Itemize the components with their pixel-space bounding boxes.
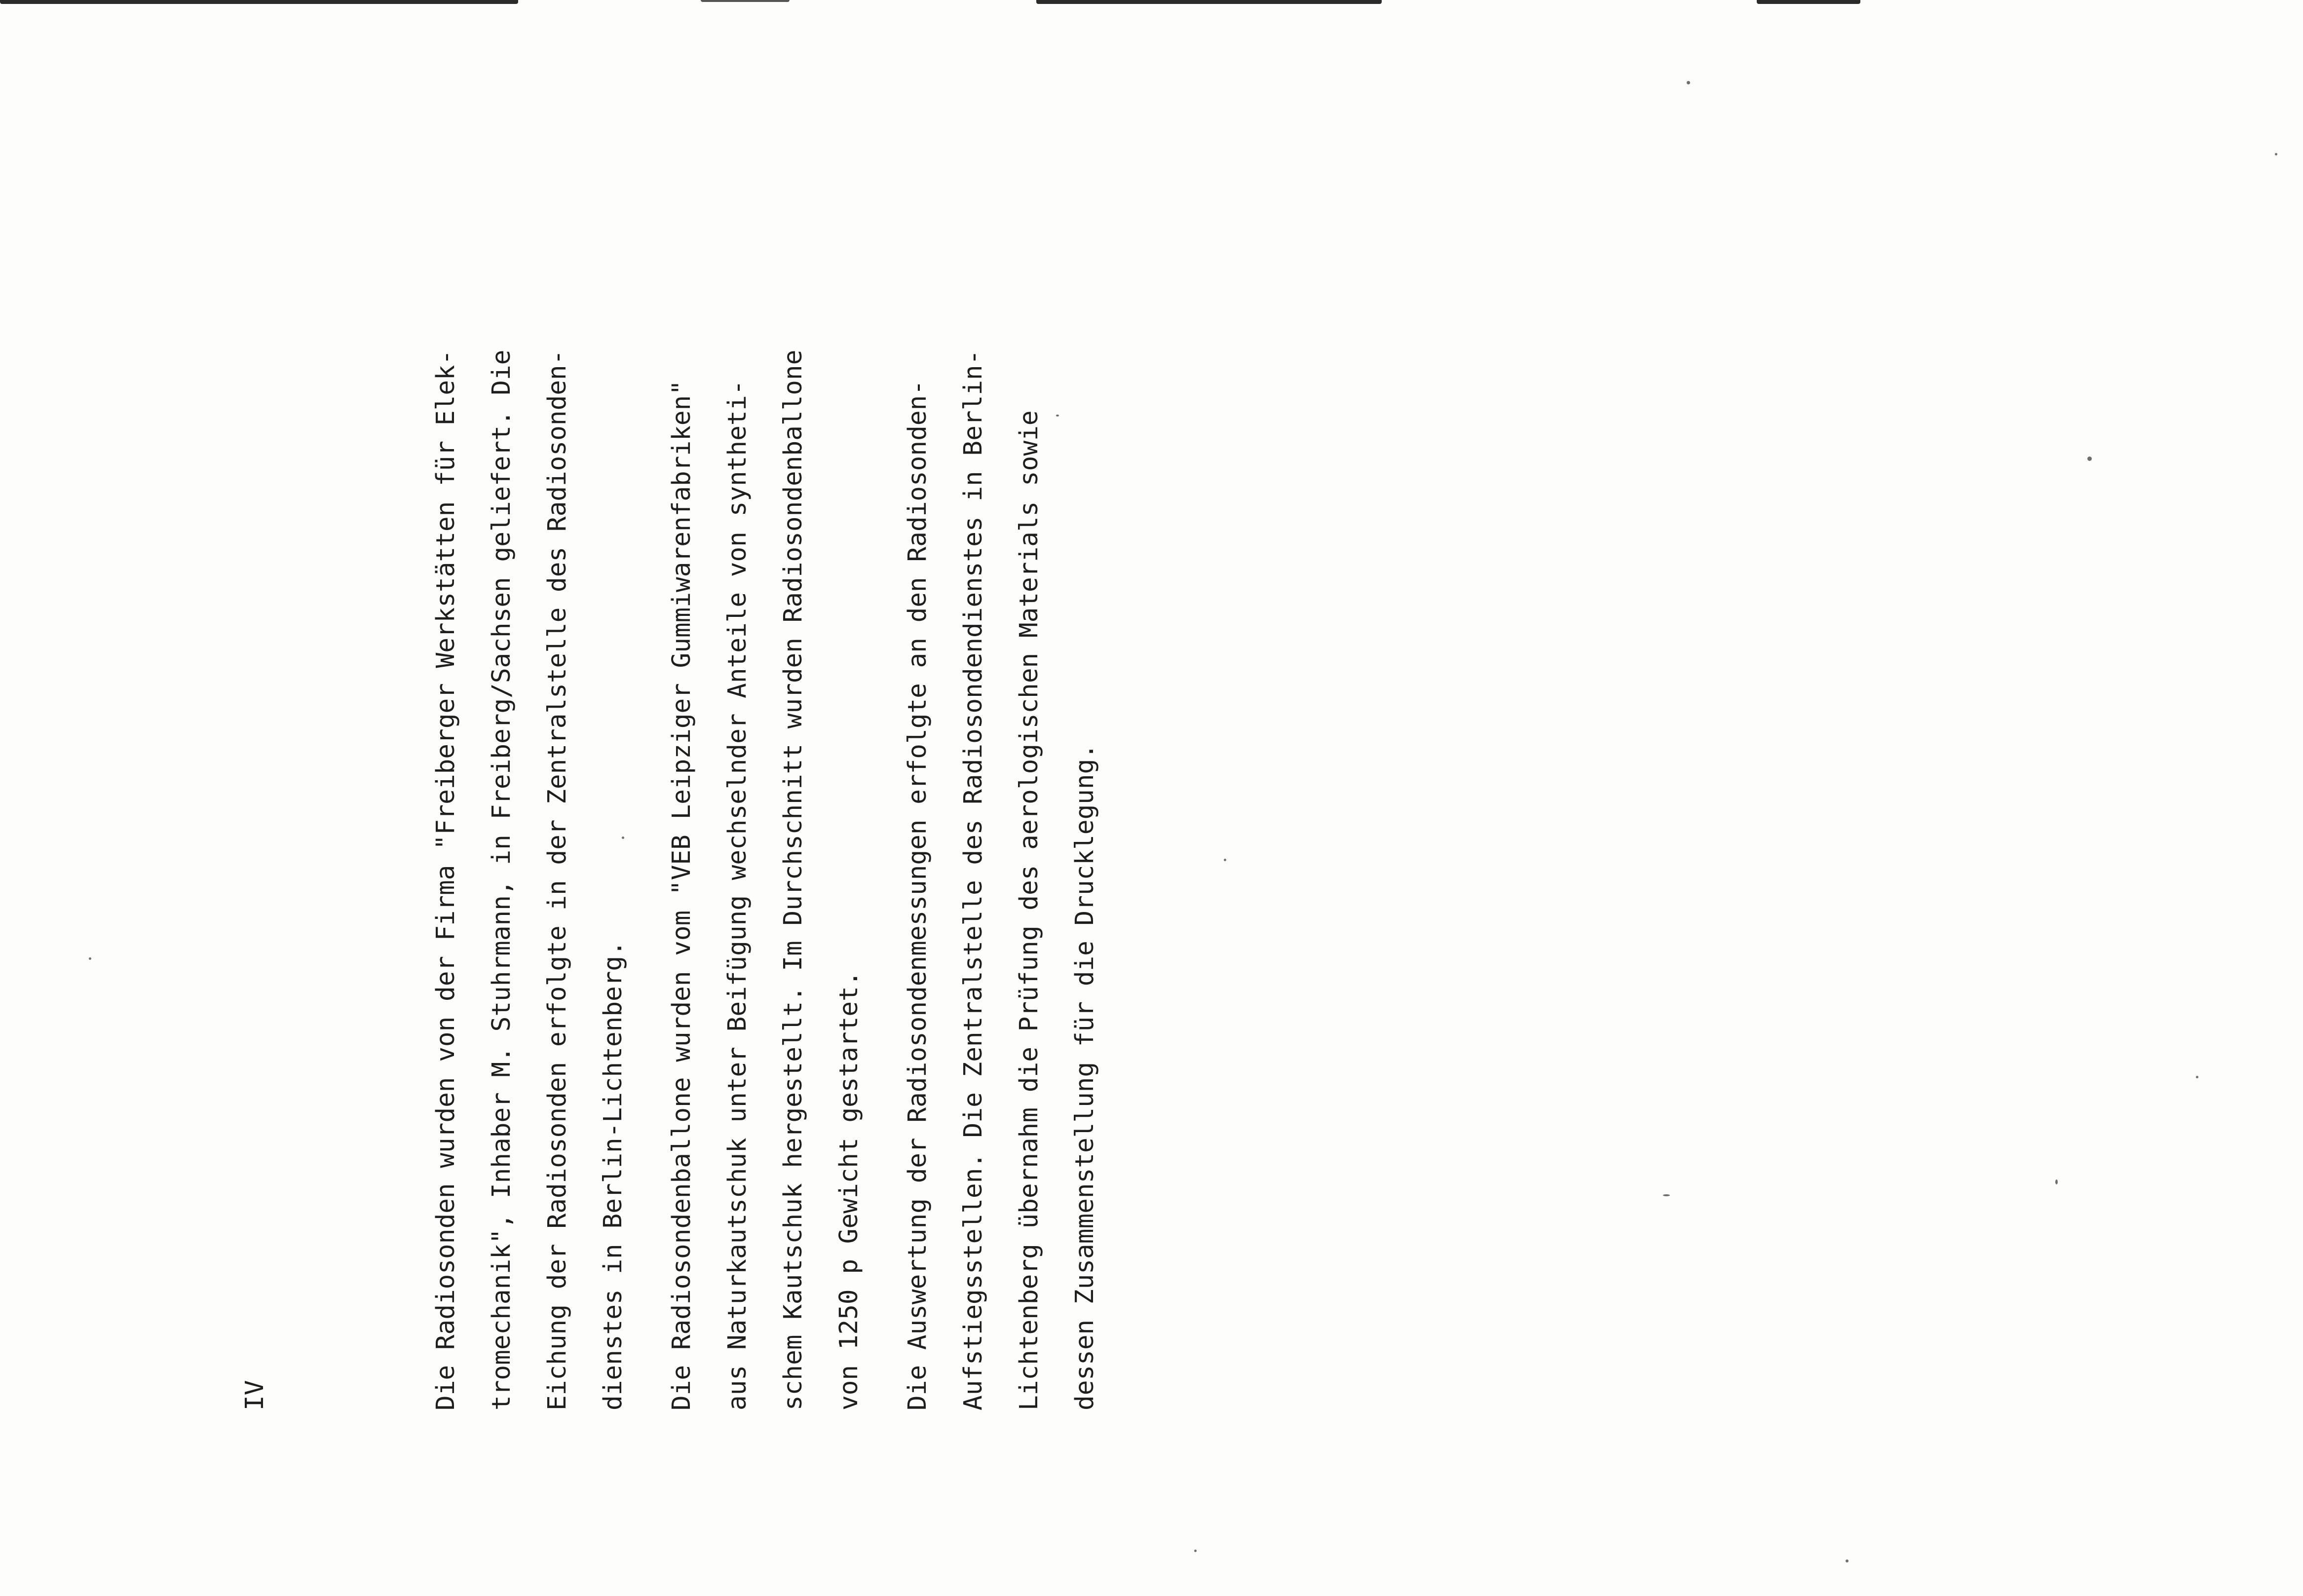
- scan-speck: [89, 957, 91, 960]
- scan-edge: [1757, 0, 1860, 4]
- paragraph-2: [654, 350, 877, 1410]
- text-line: Die Radiosondenballone wurden vom "VEB Leipziger Gummiwarenfabriken": [667, 380, 696, 1410]
- page-number: IV: [240, 1380, 269, 1410]
- scan-edge: [0, 0, 518, 4]
- paragraph-3: [890, 350, 1113, 1410]
- text-line: von 1250 p Gewicht gestartet.: [834, 971, 864, 1410]
- scan-speck: [2055, 1179, 2058, 1184]
- scan-speck: [1687, 81, 1690, 84]
- text-line: aus Naturkautschuk unter Beifügung wechselnder Anteile von syntheti-: [723, 380, 752, 1410]
- scan-speck: [1846, 1559, 1849, 1562]
- text-line: Aufstiegsstellen. Die Zentralstelle des Radiosondendienstes in Berlin-: [959, 349, 988, 1410]
- text-line: dienstes in Berlin-Lichtenberg.: [599, 941, 628, 1410]
- scan-speck: [1224, 859, 1226, 861]
- scan-speck: [1194, 1550, 1197, 1552]
- rotated-text-block: [240, 177, 1119, 1410]
- text-line: Die Auswertung der Radiosondenmessungen erfolgte an den Radiosonden-: [903, 380, 932, 1410]
- scan-edge: [1036, 0, 1382, 4]
- scan-speck: [1663, 1194, 1670, 1196]
- scan-edge: [701, 0, 790, 2]
- paragraph-1: [418, 350, 641, 1410]
- scan-speck: [2087, 456, 2092, 461]
- text-line: Die Radiosonden wurden von der Firma "Freiberger Werkstätten für Elek-: [431, 349, 460, 1410]
- scan-speck: [2275, 153, 2277, 155]
- text-line: dessen Zusammenstellung für die Drucklegung.: [1070, 743, 1099, 1410]
- text-line: Eichung der Radiosonden erfolgte in der Zentralstelle des Radiosonden-: [543, 349, 572, 1410]
- text-line: Lichtenberg übernahm die Prüfung des aerologischen Materials sowie: [1015, 410, 1044, 1410]
- scan-speck: [2196, 1076, 2198, 1078]
- text-line: schem Kautschuk hergestellt. Im Durchschnitt wurden Radiosondenballone: [779, 349, 808, 1410]
- text-line: tromechanik", Inhaber M. Stuhrmann, in Freiberg/Sachsen geliefert. Die: [487, 349, 516, 1410]
